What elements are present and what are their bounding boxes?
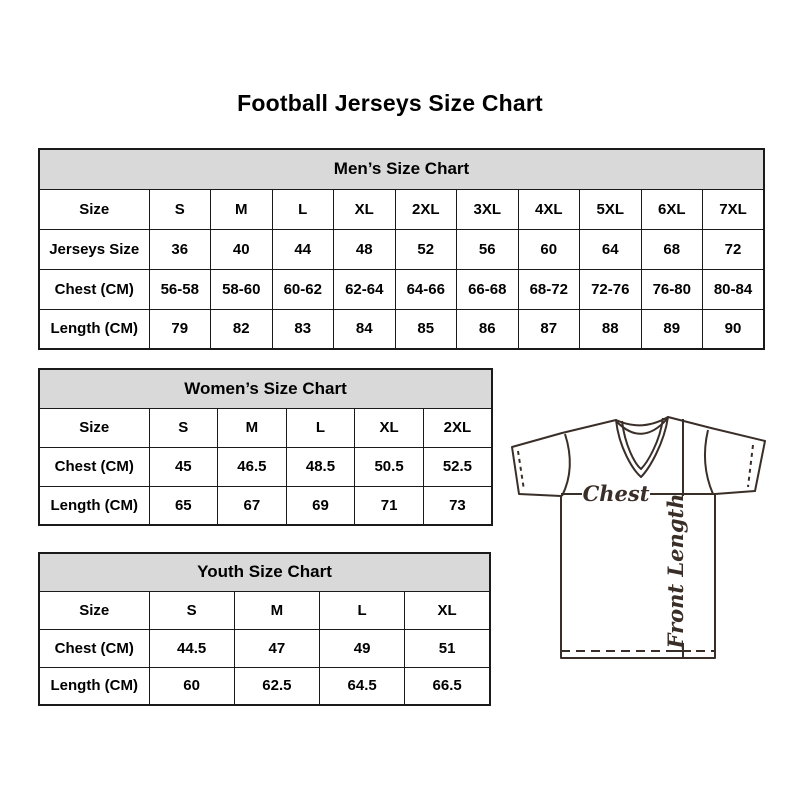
table-cell: 52.5 (423, 447, 492, 486)
table-cell: 60 (518, 229, 580, 269)
table-row (39, 229, 764, 269)
row-label: Length (CM) (39, 486, 149, 525)
table-cell: L (320, 591, 405, 629)
row-label: Chest (CM) (39, 629, 149, 667)
table-cell: 6XL (641, 189, 703, 229)
table-cell: 44.5 (149, 629, 234, 667)
table-cell: 60 (149, 667, 234, 705)
table-row (39, 667, 490, 705)
table-cell: S (149, 591, 234, 629)
table-cell: 7XL (703, 189, 765, 229)
table-row (39, 629, 490, 667)
table-cell: 50.5 (355, 447, 424, 486)
table-cell: M (211, 189, 273, 229)
table-cell: 2XL (395, 189, 457, 229)
table-row (39, 408, 492, 447)
table-cell: 60-62 (272, 269, 334, 309)
table-cell: 69 (286, 486, 355, 525)
table-cell: 71 (355, 486, 424, 525)
table-cell: 68 (641, 229, 703, 269)
table-cell: 49 (320, 629, 405, 667)
table-cell: 51 (405, 629, 490, 667)
jersey-right-cuff-stitch (748, 445, 753, 487)
table-cell: 82 (211, 309, 273, 349)
row-label: Size (39, 408, 149, 447)
table-cell: 73 (423, 486, 492, 525)
row-label: Length (CM) (39, 309, 149, 349)
table-cell: 40 (211, 229, 273, 269)
table-cell: S (149, 408, 218, 447)
table-cell: 48 (334, 229, 396, 269)
jersey-illustration-icon (505, 406, 775, 674)
table-cell: 85 (395, 309, 457, 349)
table-row (39, 591, 490, 629)
table-cell: 44 (272, 229, 334, 269)
table-cell: 80-84 (703, 269, 765, 309)
table-cell: 58-60 (211, 269, 273, 309)
table-row (39, 447, 492, 486)
womens-size-table (38, 368, 493, 526)
table-section-header: Women’s Size Chart (39, 369, 492, 408)
row-label: Size (39, 189, 149, 229)
table-cell: 56 (457, 229, 519, 269)
mens-size-table (38, 148, 765, 350)
jersey-outline (512, 417, 765, 658)
page-title: Football Jerseys Size Chart (237, 90, 543, 116)
table-cell: 62-64 (334, 269, 396, 309)
table-cell: L (286, 408, 355, 447)
jersey-measurement-diagram (505, 406, 775, 674)
table-cell: 64.5 (320, 667, 405, 705)
table-cell: 62.5 (234, 667, 319, 705)
table-cell: 66.5 (405, 667, 490, 705)
table-cell: 64 (580, 229, 642, 269)
table-cell: 72-76 (580, 269, 642, 309)
table-row (39, 269, 764, 309)
jersey-left-armhole-seam (562, 434, 570, 496)
table-cell: 66-68 (457, 269, 519, 309)
youth-size-table (38, 552, 491, 706)
table-cell: 47 (234, 629, 319, 667)
table-cell: 36 (149, 229, 211, 269)
table-cell: 86 (457, 309, 519, 349)
table-cell: 56-58 (149, 269, 211, 309)
table-cell: 83 (272, 309, 334, 349)
table-cell: 46.5 (218, 447, 287, 486)
row-label: Jerseys Size (39, 229, 149, 269)
row-label: Chest (CM) (39, 269, 149, 309)
row-label: Size (39, 591, 149, 629)
row-label: Length (CM) (39, 667, 149, 705)
table-cell: 68-72 (518, 269, 580, 309)
table-cell: 2XL (423, 408, 492, 447)
table-cell: 84 (334, 309, 396, 349)
table-cell: XL (355, 408, 424, 447)
table-cell: M (218, 408, 287, 447)
table-cell: 52 (395, 229, 457, 269)
table-cell: 88 (580, 309, 642, 349)
table-section-header: Youth Size Chart (39, 553, 490, 591)
table-cell: 64-66 (395, 269, 457, 309)
table-cell: S (149, 189, 211, 229)
table-cell: 65 (149, 486, 218, 525)
table-cell: 87 (518, 309, 580, 349)
front-length-label: Front Length (663, 493, 688, 649)
table-cell: 79 (149, 309, 211, 349)
table-cell: 67 (218, 486, 287, 525)
table-cell: 3XL (457, 189, 519, 229)
table-cell: XL (405, 591, 490, 629)
jersey-collar-back-curve (616, 417, 668, 425)
table-section-header: Men’s Size Chart (39, 149, 764, 189)
table-cell: L (272, 189, 334, 229)
table-cell: 45 (149, 447, 218, 486)
table-cell: 90 (703, 309, 765, 349)
jersey-left-cuff-stitch (518, 451, 524, 490)
table-cell: 5XL (580, 189, 642, 229)
table-cell: M (234, 591, 319, 629)
table-cell: 4XL (518, 189, 580, 229)
table-row (39, 486, 492, 525)
table-row (39, 189, 764, 229)
table-cell: 72 (703, 229, 765, 269)
table-cell: XL (334, 189, 396, 229)
table-cell: 76-80 (641, 269, 703, 309)
table-row (39, 309, 764, 349)
jersey-right-armhole-seam (705, 430, 713, 494)
row-label: Chest (CM) (39, 447, 149, 486)
table-cell: 48.5 (286, 447, 355, 486)
chest-label: Chest (582, 481, 650, 506)
table-cell: 89 (641, 309, 703, 349)
